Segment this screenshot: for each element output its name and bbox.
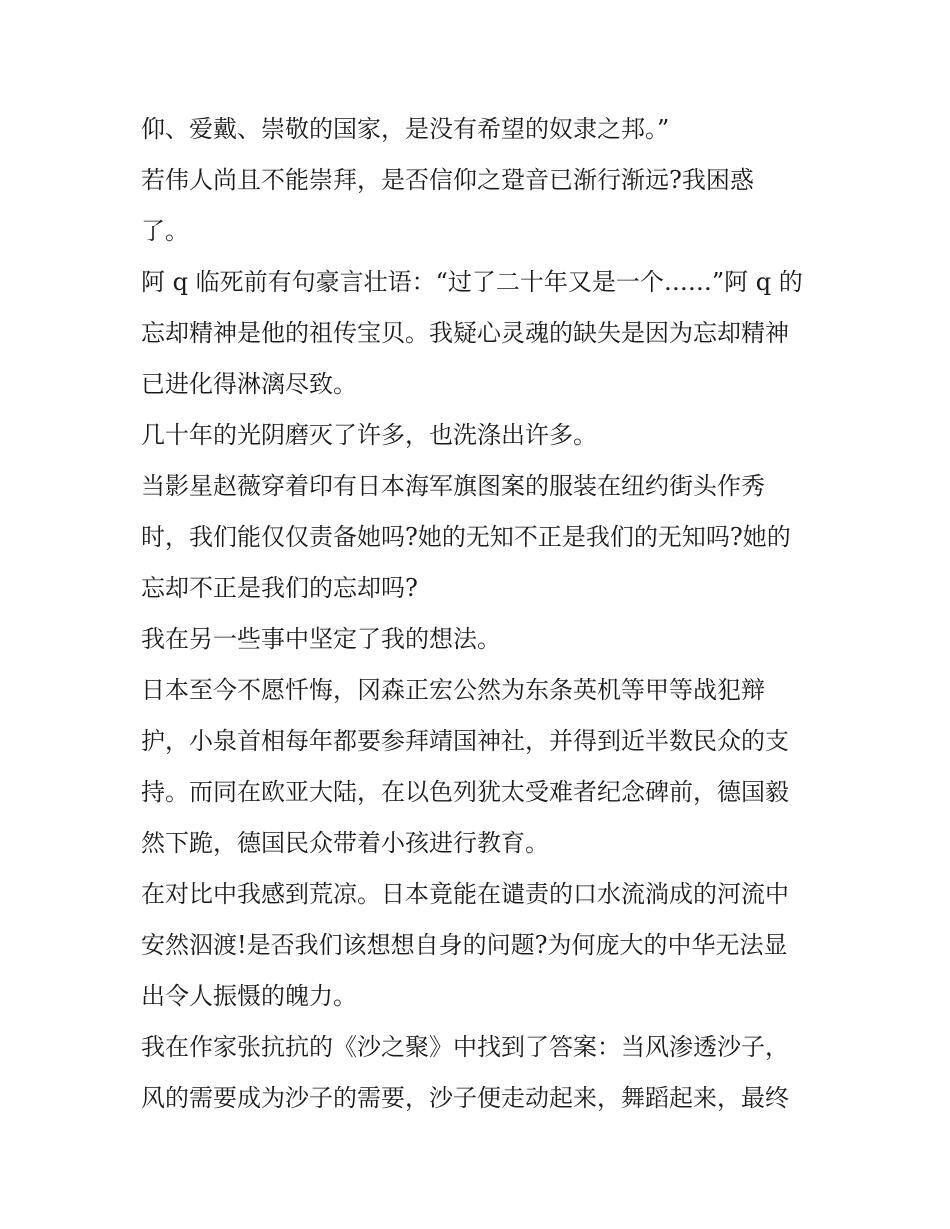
text-line: 护，小泉首相每年都要参拜靖国神社，并得到近半数民众的支 xyxy=(141,727,789,755)
text-line: 当影星赵薇穿着印有日本海军旗图案的服装在纽约街头作秀 xyxy=(141,472,765,500)
text-line: 忘却不正是我们的忘却吗? xyxy=(141,574,418,602)
text-line: 然下跪，德国民众带着小孩进行教育。 xyxy=(141,829,549,857)
text-line: 了。 xyxy=(141,217,189,245)
text-line: 日本至今不愿忏悔，冈森正宏公然为东条英机等甲等战犯辩 xyxy=(141,676,765,704)
text-line: 几十年的光阴磨灭了许多，也洗涤出许多。 xyxy=(141,421,597,449)
text-line: 已进化得淋漓尽致。 xyxy=(141,370,357,398)
text-line: 我在另一些事中坚定了我的想法。 xyxy=(141,625,501,653)
text-line: 我在作家张抗抗的《沙之聚》中找到了答案：当风渗透沙子， xyxy=(141,1033,789,1061)
text-line: 持。而同在欧亚大陆，在以色列犹太受难者纪念碑前，德国毅 xyxy=(141,778,789,806)
text-line: 时，我们能仅仅责备她吗?她的无知不正是我们的无知吗?她的 xyxy=(141,523,791,551)
text-line: 忘却精神是他的祖传宝贝。我疑心灵魂的缺失是因为忘却精神 xyxy=(141,319,789,347)
text-line: 出令人振慑的魄力。 xyxy=(141,982,357,1010)
text-line: 阿 q 临死前有句豪言壮语：“过了二十年又是一个……”阿 q 的 xyxy=(141,268,803,296)
text-line: 若伟人尚且不能崇拜，是否信仰之跫音已渐行渐远?我困惑 xyxy=(141,166,754,194)
text-line: 安然泅渡!是否我们该想想自身的问题?为何庞大的中华无法显 xyxy=(141,931,788,959)
body-text xyxy=(141,104,821,1124)
text-line: 仰、爱戴、崇敬的国家，是没有希望的奴隶之邦。” xyxy=(141,115,670,143)
text-line: 在对比中我感到荒凉。日本竟能在谴责的口水流淌成的河流中 xyxy=(141,880,789,908)
text-line: 风的需要成为沙子的需要，沙子便走动起来，舞蹈起来，最终 xyxy=(141,1084,789,1112)
